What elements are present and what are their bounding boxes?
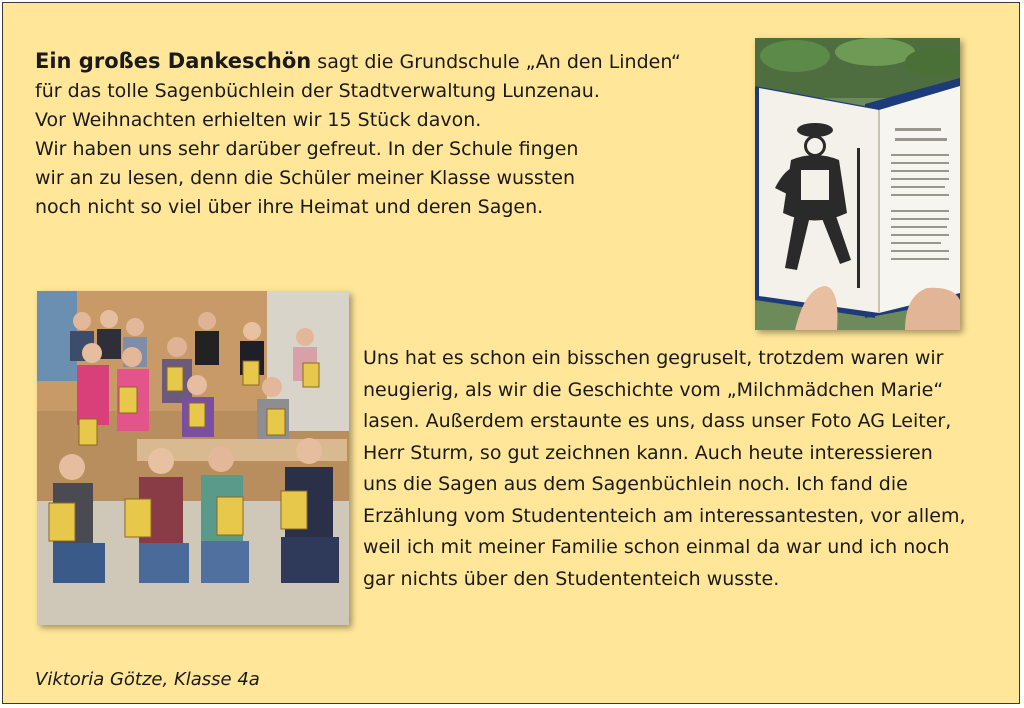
- intro-line: Wir haben uns sehr darüber gefreut. In der Schule fingen: [35, 138, 579, 160]
- intro-lead-rest: sagt die Grundschule „An den Linden“: [311, 51, 681, 73]
- intro-lead: Ein großes Dankeschön: [35, 49, 312, 73]
- book-photo: [755, 38, 960, 330]
- body-line: Uns hat es schon ein bisschen gegruselt, trotzdem waren wir: [363, 347, 944, 369]
- intro-paragraph: [35, 47, 735, 222]
- body-line: Erzählung vom Studententeich am interessantesten, vor allem,: [363, 504, 966, 527]
- body-line: lasen. Außerdem erstaunte es uns, dass unser Foto AG Leiter,: [363, 410, 952, 432]
- body-paragraph: [363, 343, 1013, 595]
- body-line: neugierig, als wir die Geschichte vom „Milchmädchen Marie“: [363, 378, 944, 401]
- intro-line: Vor Weihnachten erhielten wir 15 Stück davon.: [35, 109, 482, 131]
- intro-line: wir an zu lesen, denn die Schüler meiner Klasse wussten: [35, 167, 576, 189]
- class-photo: [37, 291, 349, 625]
- intro-line: für das tolle Sagenbüchlein der Stadtverwaltung Lunzenau.: [35, 80, 600, 102]
- intro-line: noch nicht so viel über ihre Heimat und deren Sagen.: [35, 196, 544, 218]
- body-line: weil ich mit meiner Familie schon einmal da war und ich noch: [363, 536, 950, 558]
- newsletter-card: [2, 2, 1020, 704]
- body-line: uns die Sagen aus dem Sagenbüchlein noch. Ich fand die: [363, 473, 908, 495]
- signature: Viktoria Götze, Klasse 4a: [35, 669, 260, 690]
- body-line: gar nichts über den Studententeich wusste.: [363, 567, 780, 590]
- body-line: Herr Sturm, so gut zeichnen kann. Auch heute interessieren: [363, 441, 933, 464]
